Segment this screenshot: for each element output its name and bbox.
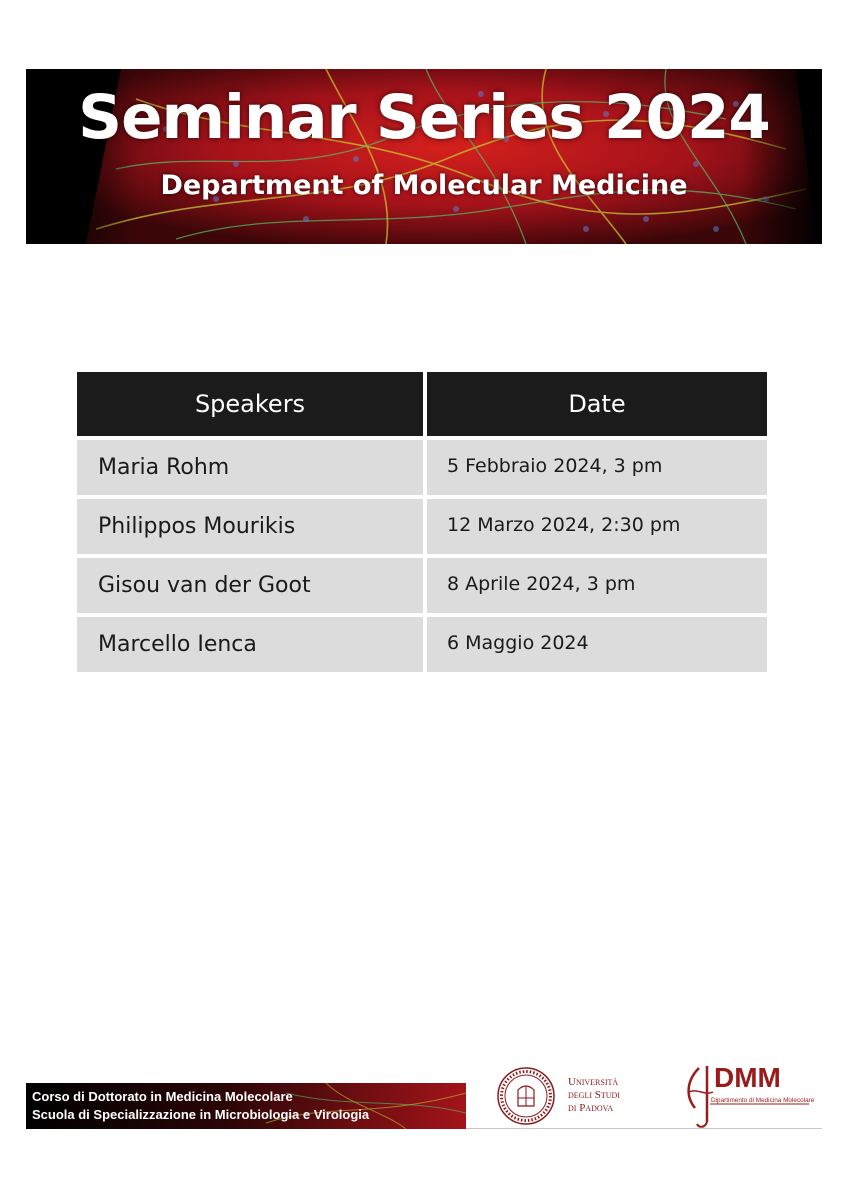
university-name: Università degli Studi di Padova [568,1076,620,1114]
university-seal-logo [496,1066,556,1126]
speaker-name: Marcello Ienca [77,617,423,672]
header-speakers: Speakers [77,372,423,436]
doctorate-program-label: Corso di Dottorato in Medicina Molecolare [32,1089,293,1104]
seminar-date: 5 Febbraio 2024, 3 pm [427,440,767,495]
seminar-schedule-table [77,372,767,676]
page-subtitle: Department of Molecular Medicine [160,170,688,201]
speaker-name: Gisou van der Goot [77,558,423,613]
table-row [77,558,767,613]
seminar-date: 12 Marzo 2024, 2:30 pm [427,499,767,554]
table-row [77,499,767,554]
footer-program-strip [26,1083,466,1129]
table-header-row [77,372,767,436]
dmm-full-name: Dipartimento di Medicina Molecolare [711,1097,815,1104]
header-date: Date [427,372,767,436]
header-banner [26,69,822,244]
page-title: Seminar Series 2024 [78,82,770,153]
seminar-date: 6 Maggio 2024 [427,617,767,672]
speaker-name: Philippos Mourikis [77,499,423,554]
table-row [77,617,767,672]
specialization-school-label: Scuola di Specializzazione in Microbiologia e Virologia [32,1107,370,1122]
seminar-date: 8 Aprile 2024, 3 pm [427,558,767,613]
dmm-abbreviation: DMM [714,1062,781,1093]
table-row [77,440,767,495]
speaker-name: Maria Rohm [77,440,423,495]
